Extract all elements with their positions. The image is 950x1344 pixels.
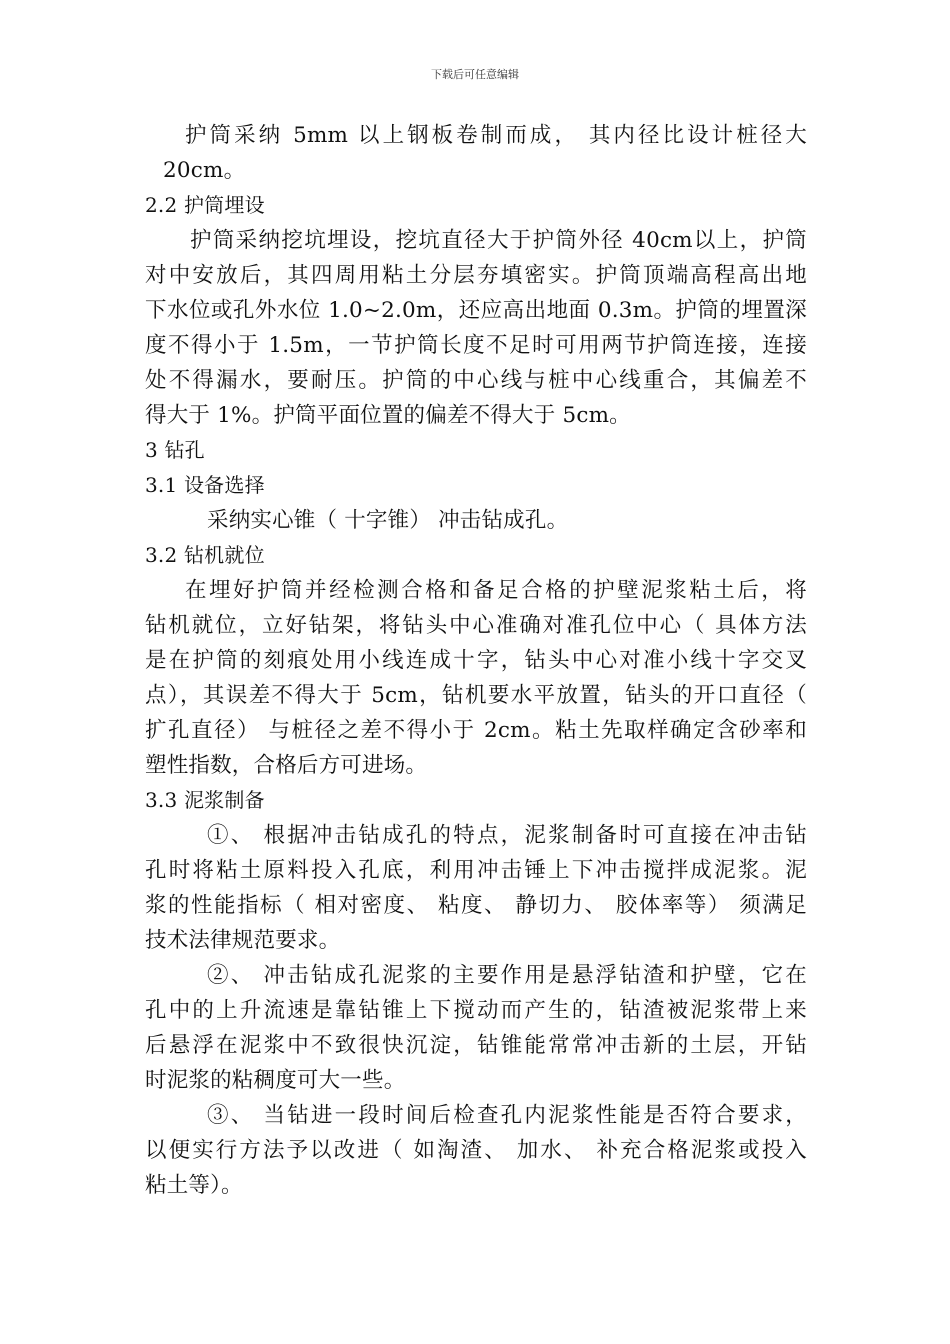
paragraph-line: 粘土等）。 — [145, 1173, 243, 1198]
paragraph-line: 得大于 1%。护筒平面位置的偏差不得大于 5cm。 — [145, 403, 631, 428]
section-heading: 2.2 护筒埋设 — [145, 193, 265, 217]
paragraph-line: ③、 当钻进一段时间后检查孔内泥浆性能是否符合要求， — [207, 1103, 807, 1128]
paragraph-line: 塑性指数，合格后方可进场。 — [145, 753, 428, 778]
section-heading: 3.1 设备选择 — [145, 473, 265, 497]
section-heading: 3.3 泥浆制备 — [145, 788, 265, 812]
paragraph-line: 后悬浮在泥浆中不致很快沉淀，钻锥能常常冲击新的土层，开钻 — [145, 1033, 807, 1058]
page-header: 下载后可任意编辑 — [431, 68, 519, 81]
paragraph-line: ①、 根据冲击钻成孔的特点，泥浆制备时可直接在冲击钻 — [207, 823, 807, 848]
document-body — [145, 118, 807, 1203]
paragraph-line: 度不得小于 1.5m，一节护筒长度不足时可用两节护筒连接，连接 — [145, 333, 807, 358]
paragraph-line: 护筒采纳挖坑埋设，挖坑直径大于护筒外径 40cm以上，护筒 — [190, 228, 807, 253]
paragraph-line: 孔时将粘土原料投入孔底，利用冲击锤上下冲击搅拌成泥浆。泥 — [145, 858, 807, 883]
paragraph-line: 是在护筒的刻痕处用小线连成十字，钻头中心对准小线十字交叉 — [145, 648, 807, 673]
paragraph-line: 扩孔直径） 与桩径之差不得小于 2cm。粘土先取样确定含砂率和 — [145, 718, 807, 743]
paragraph-line: 采纳实心锥（ 十字锥） 冲击钻成孔。 — [207, 508, 569, 533]
paragraph-line: 下水位或孔外水位 1.0~2.0m，还应高出地面 0.3m。护筒的埋置深 — [145, 298, 807, 323]
paragraph-line: 以便实行方法予以改进（ 如淘渣、 加水、 补充合格泥浆或投入 — [145, 1138, 807, 1163]
paragraph-line: 钻机就位，立好钻架，将钻头中心准确对准孔位中心（ 具体方法 — [145, 613, 807, 638]
paragraph-line: 护筒采纳 5mm 以上钢板卷制而成， 其内径比设计桩径大 — [185, 123, 807, 148]
paragraph-line: 对中安放后，其四周用粘土分层夯填密实。护筒顶端高程高出地 — [145, 263, 807, 288]
paragraph-line: ②、 冲击钻成孔泥浆的主要作用是悬浮钻渣和护壁，它在 — [207, 963, 807, 988]
paragraph-line: 时泥浆的粘稠度可大一些。 — [145, 1068, 406, 1093]
section-heading: 3 钻孔 — [145, 438, 205, 462]
paragraph-line: 浆的性能指标（ 相对密度、 粘度、 静切力、 胶体率等） 须满足 — [145, 893, 807, 918]
paragraph-line: 20cm。 — [163, 158, 246, 183]
paragraph-line: 处不得漏水，要耐压。护筒的中心线与桩中心线重合，其偏差不 — [145, 368, 807, 393]
paragraph-line: 点），其误差不得大于 5cm，钻机要水平放置，钻头的开口直径（ — [145, 683, 807, 708]
paragraph-line: 技术法律规范要求。 — [145, 928, 341, 953]
section-heading: 3.2 钻机就位 — [145, 543, 265, 567]
paragraph-line: 在埋好护筒并经检测合格和备足合格的护壁泥浆粘土后，将 — [185, 578, 807, 603]
paragraph-line: 孔中的上升流速是靠钻锥上下搅动而产生的，钻渣被泥浆带上来 — [145, 998, 807, 1023]
